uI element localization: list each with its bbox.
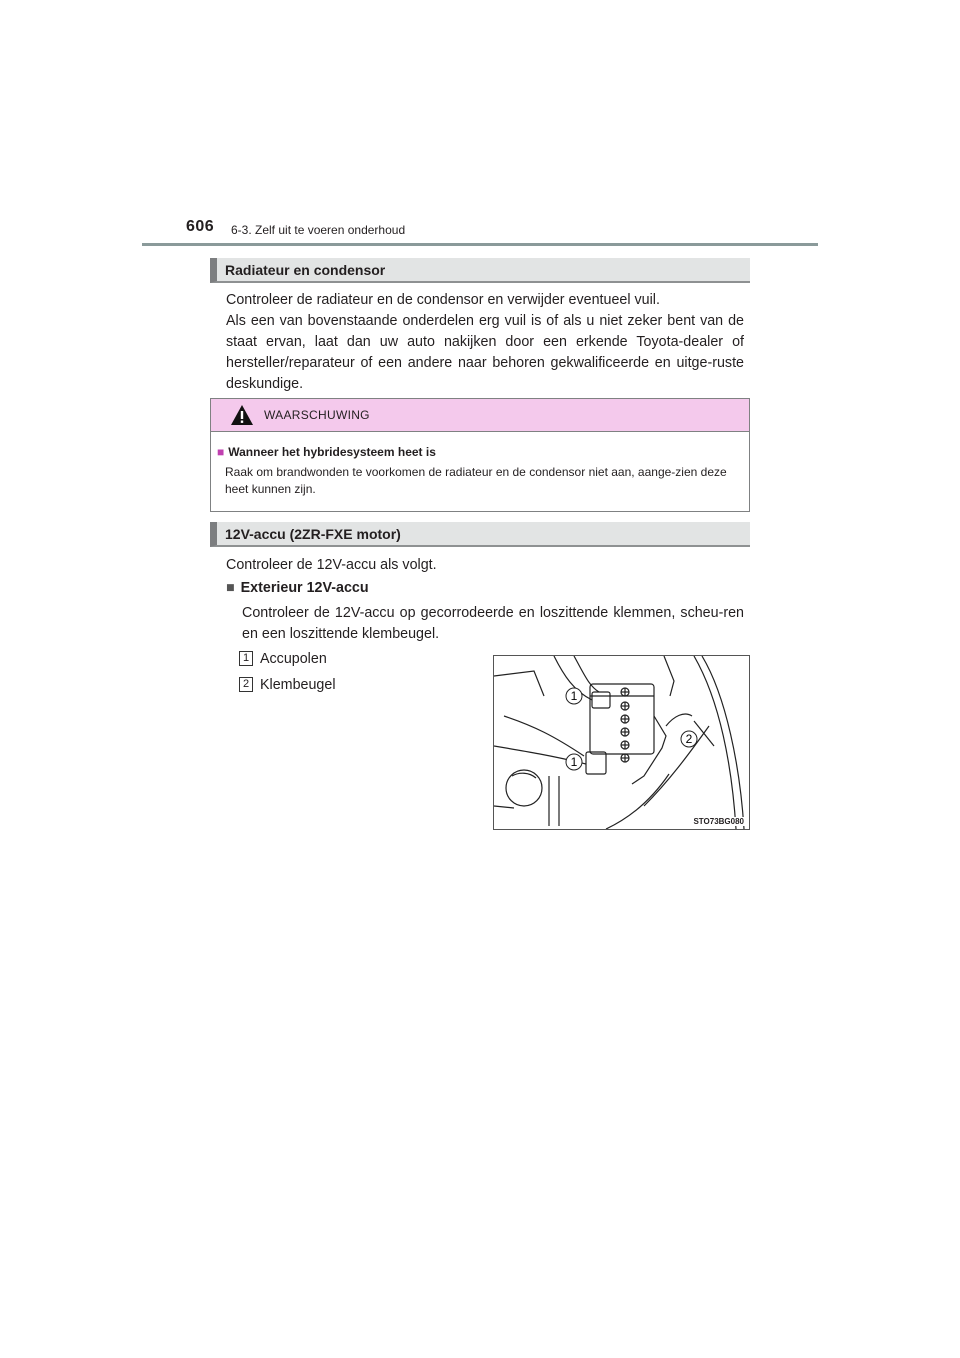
figure-code: STO73BG080 <box>693 817 744 826</box>
chapter-title: 6-3. Zelf uit te voeren onderhoud <box>231 223 406 237</box>
section-heading-label: 12V-accu (2ZR-FXE motor) <box>225 526 401 542</box>
figure-badge: 1 <box>570 755 578 769</box>
battery-intro: Controleer de 12V-accu als volgt. <box>226 557 437 573</box>
figure-badge: 2 <box>685 732 693 746</box>
page-number: 606 <box>186 218 215 235</box>
battery-subhead-label: Exterieur 12V-accu <box>240 580 369 596</box>
warning-title: WAARSCHUWING <box>264 408 370 422</box>
warning-title-bar <box>211 399 749 432</box>
paragraph: Controleer de radiateur en de condensor en verwijder eventueel vuil. <box>226 292 660 308</box>
square-bullet-icon: ■ <box>217 445 225 459</box>
header-rule <box>142 243 818 246</box>
warning-box <box>210 398 750 512</box>
warning-subhead <box>217 445 743 459</box>
warning-subhead-label: Wanneer het hybridesysteem heet is <box>228 445 436 459</box>
figure-badge: 1 <box>570 689 578 703</box>
callout-label: Accupolen <box>260 651 327 667</box>
engine-bay-drawing <box>494 656 749 829</box>
callout-number-badge: 2 <box>239 677 253 692</box>
battery-text: Controleer de 12V-accu op gecorrodeerde en loszittende klemmen, scheu-ren en een loszittende klembeugel. <box>242 605 744 642</box>
paragraph: Als een van bovenstaande onderdelen erg vuil is of als u niet zeker bent van de staat ervan, laat dan uw auto nakijken door een erkende Toyota-dealer of hersteller/reparateur of een andere naar behoren gekwalificeerde en uitge-ruste deskundige. <box>226 313 744 392</box>
callout-label: Klembeugel <box>260 677 336 693</box>
battery-illustration <box>493 655 750 830</box>
section-heading-radiator <box>210 258 750 283</box>
section-heading-label: Radiateur en condensor <box>225 262 386 278</box>
battery-subhead <box>226 580 369 596</box>
warning-triangle-icon <box>230 404 254 426</box>
warning-body <box>217 445 743 498</box>
square-bullet-icon: ■ <box>226 580 235 596</box>
section-heading-battery <box>210 522 750 547</box>
callout-number-badge: 1 <box>239 651 253 666</box>
warning-text: Raak om brandwonden te voorkomen de radiateur en de condensor niet aan, aange-zien deze heet kunnen zijn. <box>225 465 727 496</box>
section-body-radiator <box>226 290 744 395</box>
